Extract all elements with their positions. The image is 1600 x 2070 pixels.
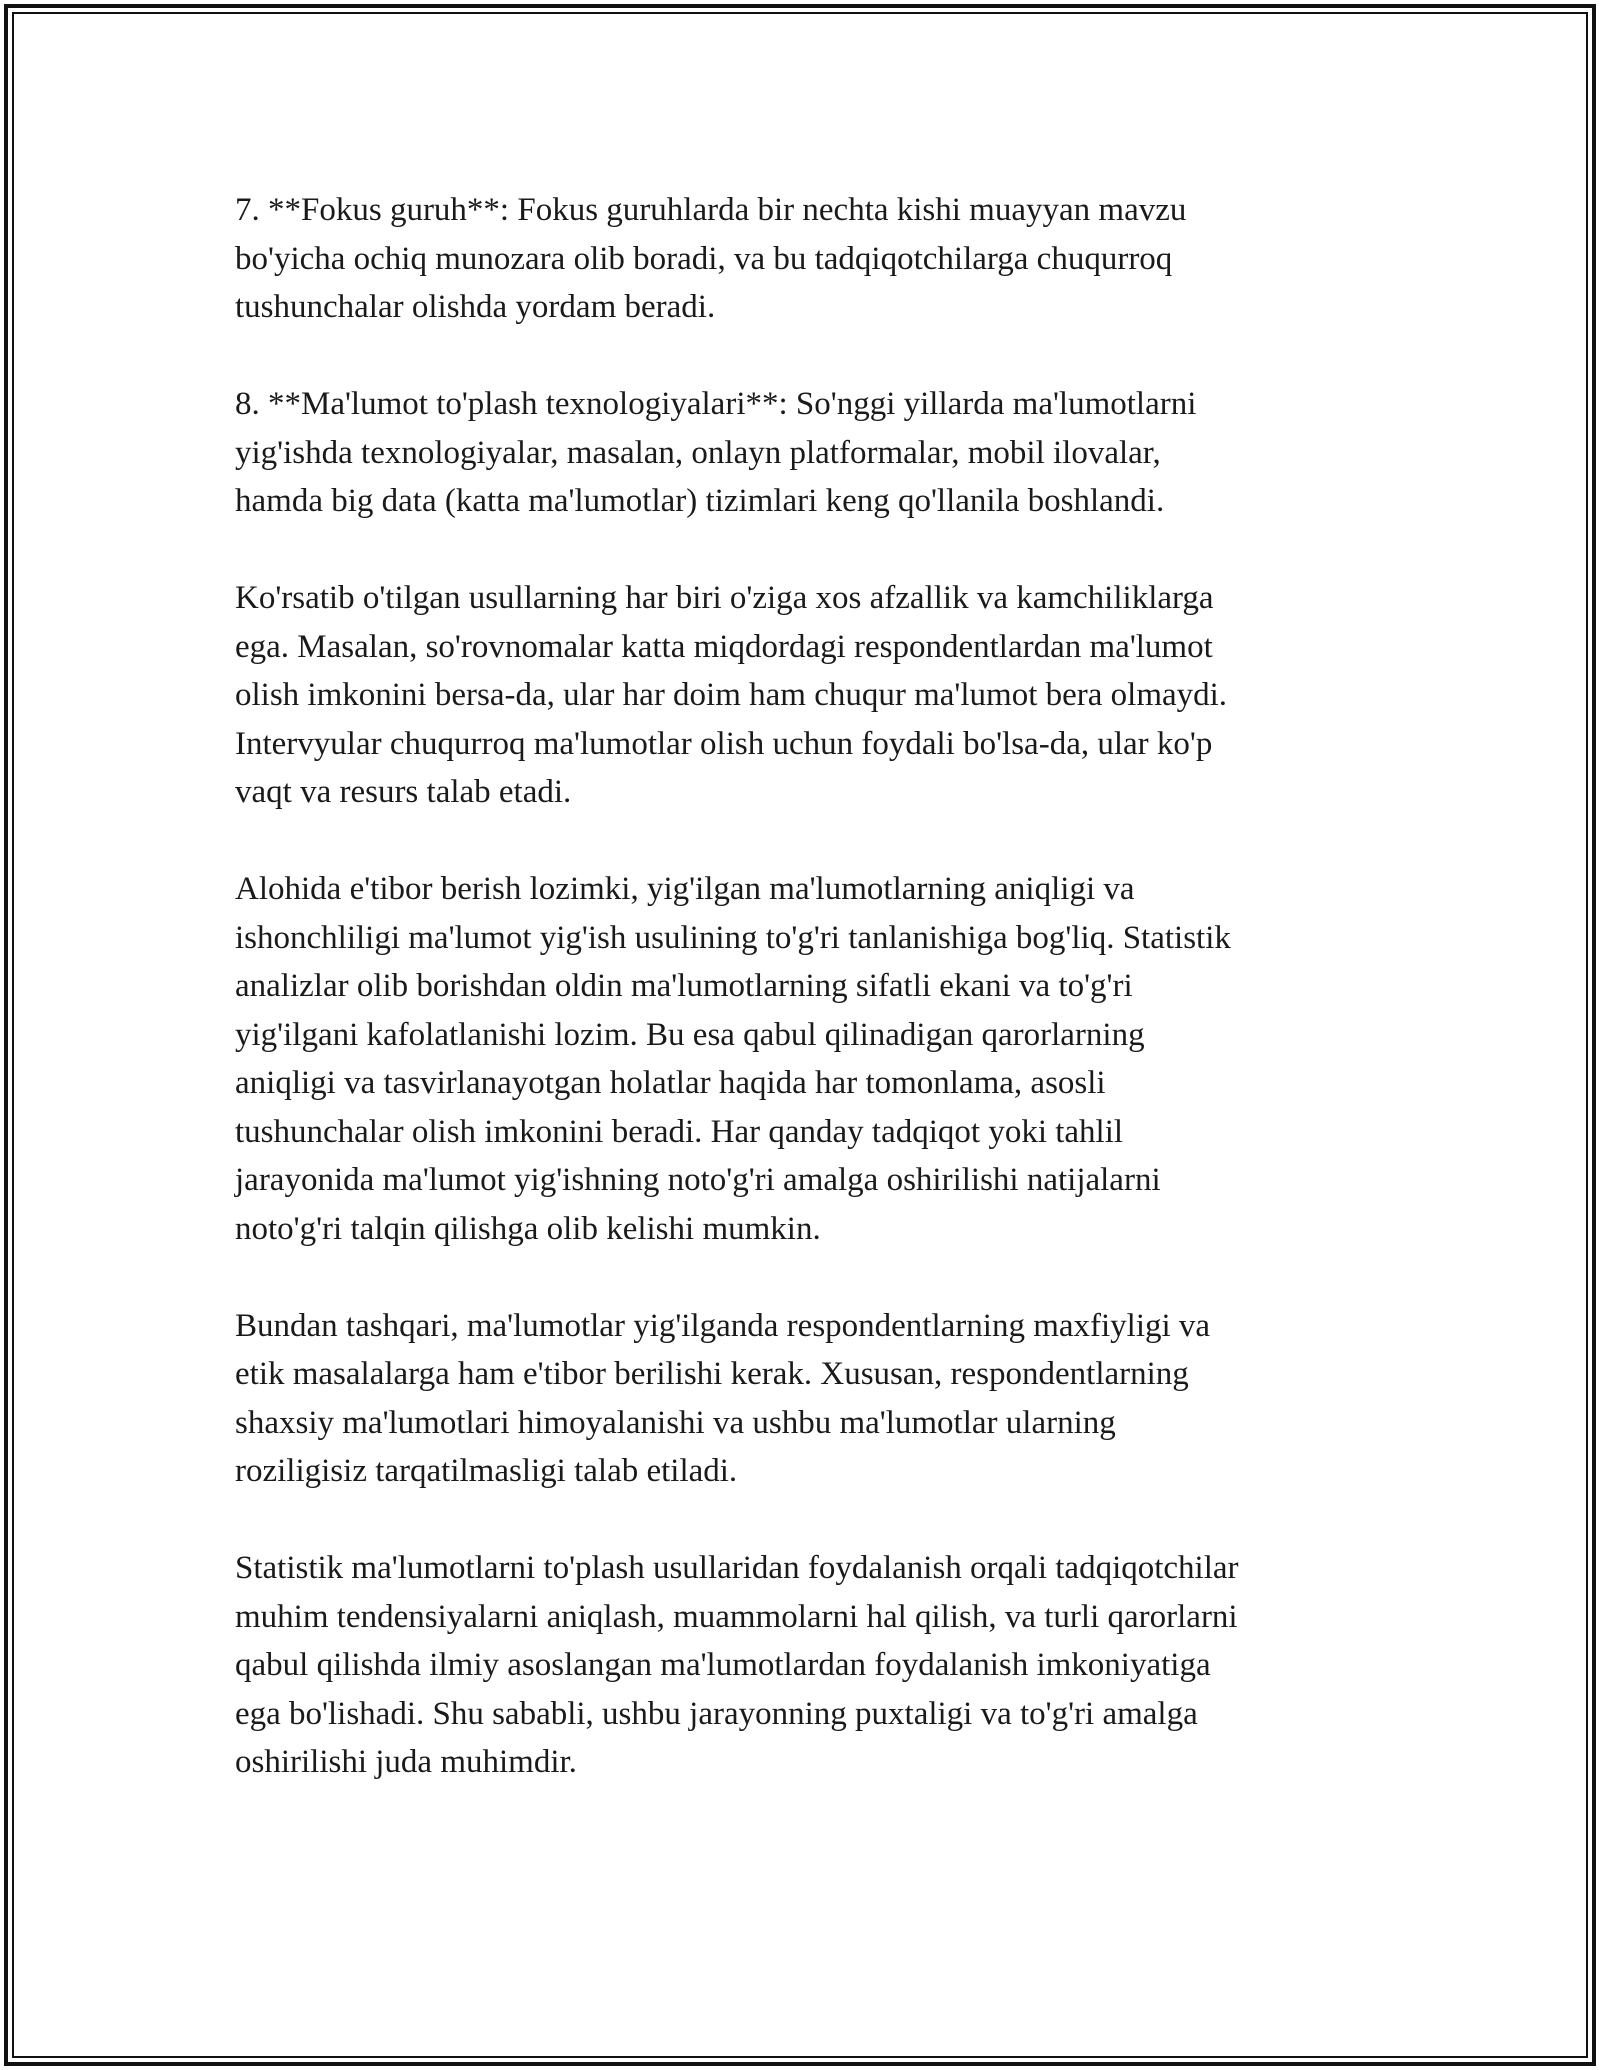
paragraph-xulosa: Statistik ma'lumotlarni to'plash usullaridan foydalanish orqali tadqiqotchilar muhim tendensiyalarni aniqlash, muammolarni hal qilish, va turli qarorlarni qabul qilishda ilmiy asoslangan ma'lumotlardan foydalanish imkoniyatiga ega bo'lishadi. Shu sababli, ushbu jarayonning puxtaligi va to'g'ri amalga oshirilishi juda muhimdir. — [235, 1550, 1239, 1780]
paragraph-aniqlik-ishonchlilik: Alohida e'tibor berish lozimki, yig'ilgan ma'lumotlarning aniqligi va ishonchliligi ma'lumot yig'ish usulining to'g'ri tanlanishiga bog'liq. Statistik analizlar olib borishdan oldin ma'lumotlarning sifatli ekani va to'g'ri yig'ilgani kafolatlanishi lozim. Bu esa qabul qilinadigan qarorlarning aniqligi va tasvirlanayotgan holatlar haqida har tomonlama, asosli tushunchalar olish imkonini beradi. Har qanday tadqiqot yoki tahlil jarayonida ma'lumot yig'ishning noto'g'ri amalga oshirilishi natijalarni noto'g'ri talqin qilishga olib kelishi mumkin. — [235, 871, 1231, 1247]
paragraph-malumot-toplash-texnologiyalari: 8. **Ma'lumot to'plash texnologiyalari**: So'nggi yillarda ma'lumotlarni yig'ishda texnologiyalar, masalan, onlayn platformalar, mobil ilovalar, hamda big data (katta ma'lumotlar) tizimlari keng qo'llanila boshlandi. — [235, 386, 1197, 519]
paragraph-usullar-afzallik: Ko'rsatib o'tilgan usullarning har biri o'ziga xos afzallik va kamchiliklarga ega. Masalan, so'rovnomalar katta miqdordagi respondentlardan ma'lumot olish imkonini bersa-da, ular har doim ham chuqur ma'lumot bera olmaydi. Intervyular chuqurroq ma'lumotlar olish uchun foydali bo'lsa-da, ular ko'p vaqt va resurs talab etadi. — [235, 580, 1228, 810]
document-body — [235, 186, 1365, 1835]
paragraph-fokus-guruh: 7. **Fokus guruh**: Fokus guruhlarda bir nechta kishi muayyan mavzu bo'yicha ochiq munozara olib boradi, va bu tadqiqotchilarga chuqurroq tushunchalar olishda yordam beradi. — [235, 192, 1187, 325]
paragraph-maxfiylik-etika: Bundan tashqari, ma'lumotlar yig'ilganda respondentlarning maxfiyligi va etik masalalarga ham e'tibor berilishi kerak. Xususan, respondentlarning shaxsiy ma'lumotlari himoyalanishi va ushbu ma'lumotlar ularning roziligisiz tarqatilmasligi talab etiladi. — [235, 1307, 1211, 1489]
